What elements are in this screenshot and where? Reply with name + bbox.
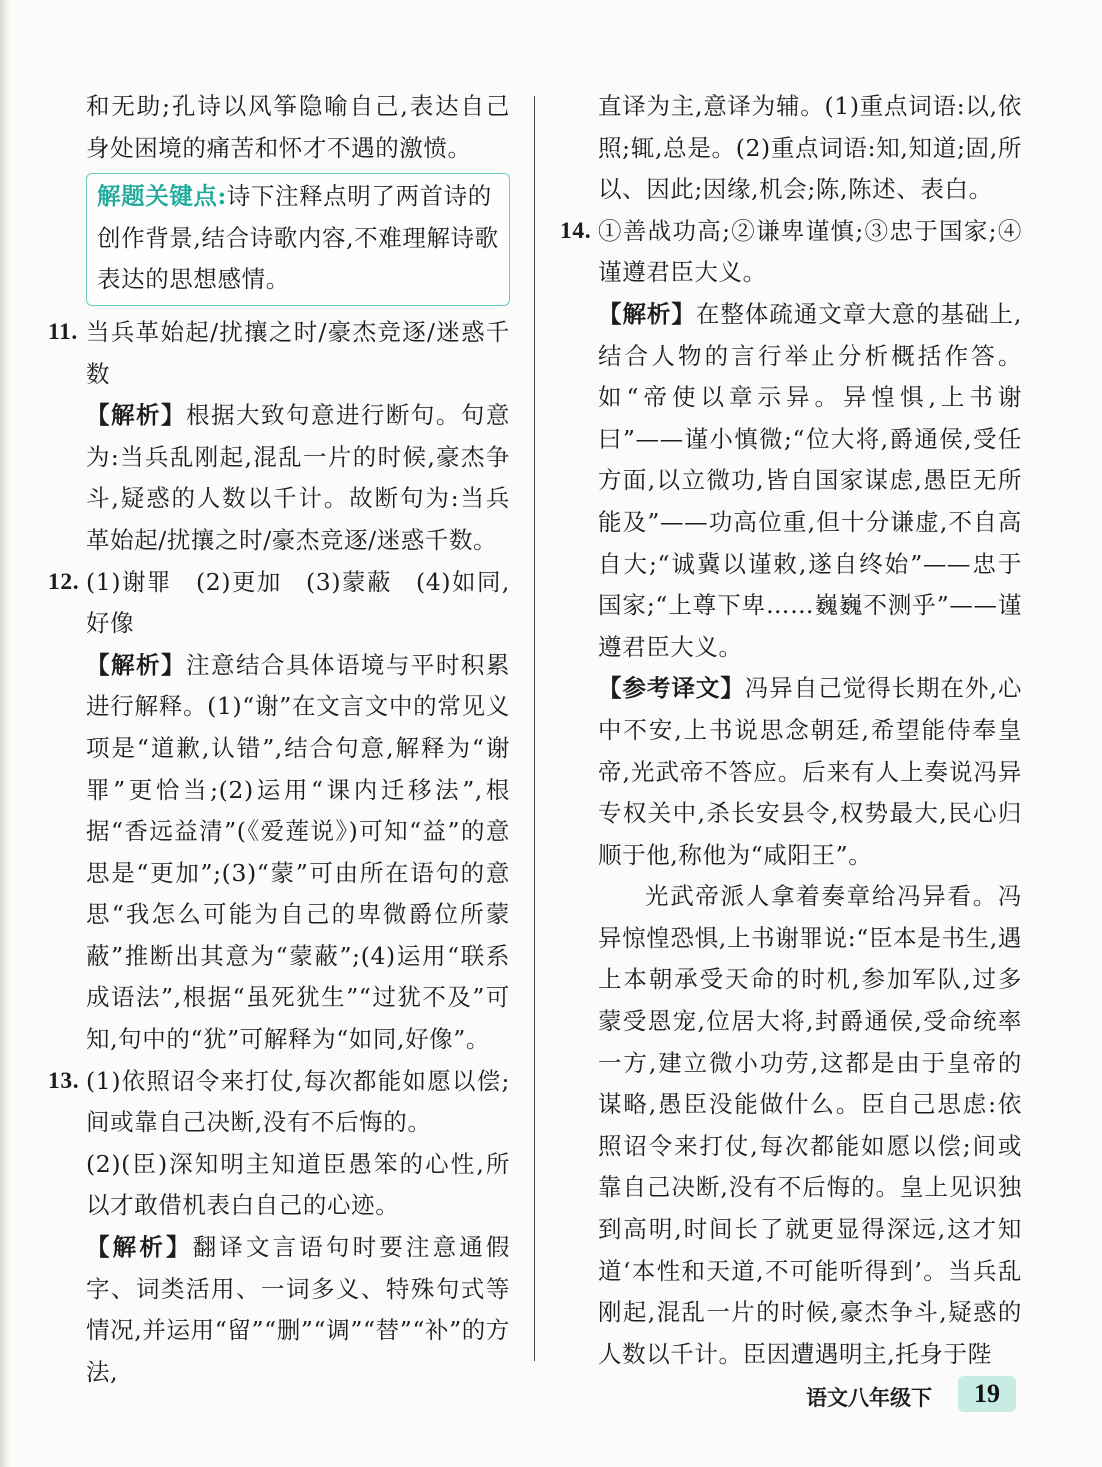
key-point-text: 诗下注释点明了两首诗的创作背景,结合诗歌内容,不难理解诗歌表达的思想感情。 xyxy=(97,182,499,294)
analysis-13 xyxy=(48,1227,510,1393)
analysis-text: 在整体疏通文章大意的基础上,结合人物的言行举止分析概括作答。如“帝使以章示异。异惶惧,上书谢曰”——谨小慎微;“位大将,爵通侯,受任方面,以立微功,皆自国家谋虑,愚臣无所能及”——功高位重,但十分谦虚,不自高自大;“诚冀以谨敕,遂自终始”——忠于国家;“上尊下卑……巍巍不测乎”——谨遵君臣大义。 xyxy=(598,299,1022,661)
question-number: 11. xyxy=(48,318,78,345)
analysis-14 xyxy=(560,294,1022,668)
key-point-box xyxy=(86,173,510,306)
analysis-11 xyxy=(48,395,510,561)
analysis-text: 翻译文言语句时要注意通假字、词类活用、一词多义、特殊句式等情况,并运用“留”“删”“调”“替”“补”的方法, xyxy=(86,1233,510,1386)
question-11 xyxy=(48,312,510,395)
question-number: 13. xyxy=(48,1067,80,1094)
analysis-12 xyxy=(48,645,510,1061)
analysis-label: 【解析】 xyxy=(86,401,186,430)
analysis-label: 【解析】 xyxy=(86,1233,193,1262)
question-13 xyxy=(48,1061,510,1144)
question-14 xyxy=(560,211,1022,294)
translation-paragraph-1 xyxy=(560,668,1022,876)
page-edge-shadow xyxy=(0,0,10,1467)
analysis-text: 根据大致句意进行断句。句意为:当兵乱刚起,混乱一片的时候,豪杰争斗,疑惑的人数以千计。故断句为:当兵革始起/扰攘之时/豪杰竞逐/迷惑千数。 xyxy=(86,401,510,554)
page-number: 19 xyxy=(958,1376,1016,1412)
key-point-label: 解题关键点: xyxy=(97,182,227,211)
answer-text: ①善战功高;②谦卑谨慎;③忠于国家;④谨遵君臣大义。 xyxy=(598,216,1022,287)
translation-text: 冯异自己觉得长期在外,心中不安,上书说思念朝廷,希望能侍奉皇帝,光武帝不答应。后来有人上奏说冯异专权关中,杀长安县令,权势最大,民心归顺于他,称他为“咸阳王”。 xyxy=(598,674,1022,869)
translation-paragraph-2: 光武帝派人拿着奏章给冯异看。冯异惊惶恐惧,上书谢罪说:“臣本是书生,遇上本朝承受天命的时机,参加军队,过多蒙受恩宠,位居大将,封爵通侯,受命统率一方,建立微小功劳,这都是由于皇帝的谋略,愚臣没能做什么。臣自己思虑:依照诏令来打仗,每次都能如愿以偿;间或靠自己决断,没有不后悔的。皇上见识独到高明,时间长了就更显得深远,这才知道‘本性和天道,不可能听得到’。当兵乱刚起,混乱一片的时候,豪杰争斗,疑惑的人数以千计。臣因遭遇明主,托身于陛 xyxy=(598,882,1022,1368)
answer-text-2: (2)(臣)深知明主知道臣愚笨的心性,所以才敢借机表白自己的心迹。 xyxy=(86,1149,510,1220)
answer-text-1: (1)依照诏令来打仗,每次都能如愿以偿;间或靠自己决断,没有不后悔的。 xyxy=(86,1066,510,1137)
left-column xyxy=(48,86,510,1393)
q10-analysis-continued: 和无助;孔诗以风筝隐喻自己,表达自己身处困境的痛苦和怀才不遇的激愤。 xyxy=(86,92,510,162)
right-column xyxy=(560,86,1022,1375)
footer-subject: 语文八年级下 xyxy=(806,1386,932,1410)
translation-label: 【参考译文】 xyxy=(598,674,745,703)
analysis-text: 注意结合具体语境与平时积累进行解释。(1)“谢”在文言文中的常见义项是“道歉,认错”,结合句意,解释为“谢罪”更恰当;(2)运用“课内迁移法”,根据“香远益清”(《爱莲说》)可知“益”的意思是“更加”;(3)“蒙”可由所在语句的意思“我怎么可能为自己的卑微爵位所蒙蔽”推断出其意为“蒙蔽”;(4)运用“联系成语法”,根据“虽死犹生”“过犹不及”可知,句中的“犹”可解释为“如同,好像”。 xyxy=(86,650,510,1054)
column-divider xyxy=(534,96,535,1361)
question-number: 14. xyxy=(560,217,592,244)
analysis-13-continued: 直译为主,意译为辅。(1)重点词语:以,依照;辄,总是。(2)重点词语:知,知道;固,所以、因此;因缘,机会;陈,陈述、表白。 xyxy=(598,92,1022,204)
question-12 xyxy=(48,562,510,645)
analysis-label: 【解析】 xyxy=(598,299,696,328)
question-number: 12. xyxy=(48,568,80,595)
answer-text: 当兵革始起/扰攘之时/豪杰竞逐/迷惑千数 xyxy=(86,317,510,388)
analysis-label: 【解析】 xyxy=(86,650,186,679)
answer-text: (1)谢罪 (2)更加 (3)蒙蔽 (4)如同,好像 xyxy=(86,567,510,638)
